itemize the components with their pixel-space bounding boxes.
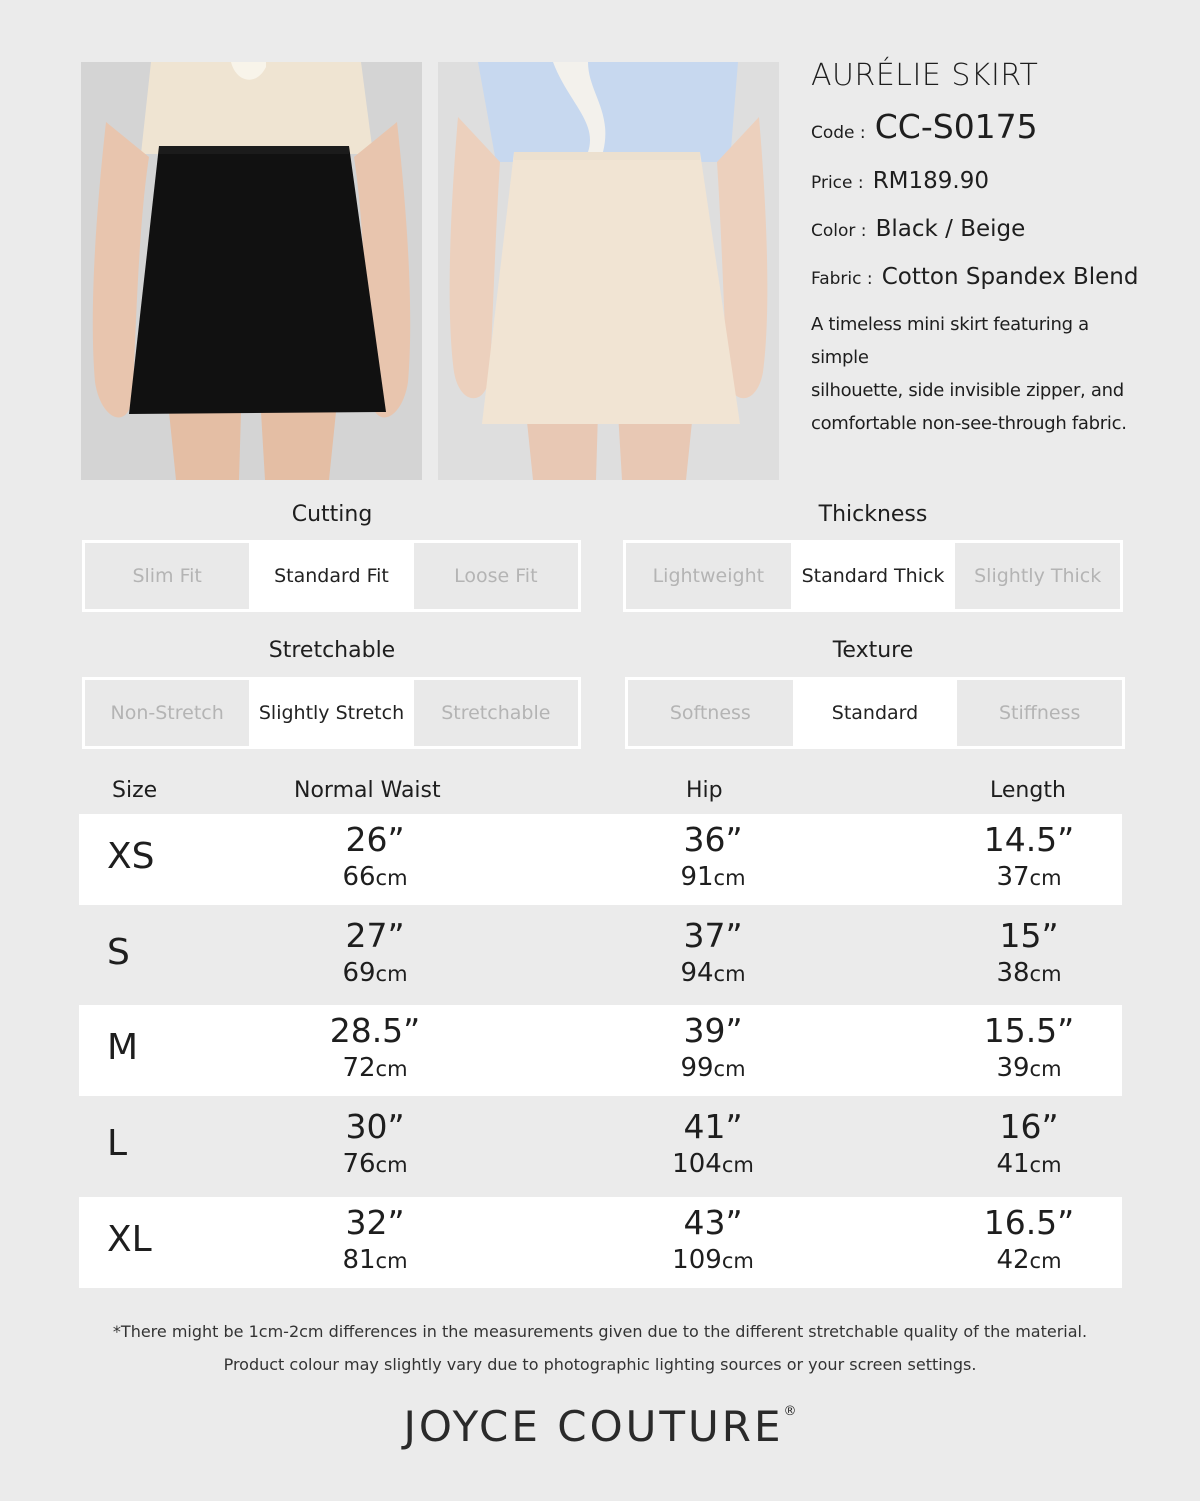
length-inch: 16.5”	[983, 1203, 1075, 1242]
hip-cm	[613, 956, 813, 991]
size-header: Size	[112, 778, 158, 803]
waist-cm-value: 81	[342, 1245, 376, 1275]
registered-mark: ®	[783, 1404, 797, 1419]
product-color: Black / Beige	[875, 216, 1026, 242]
cm-unit: cm	[1029, 1249, 1062, 1273]
waist-inch: 26”	[345, 820, 405, 859]
hip-inch: 39”	[683, 1011, 743, 1050]
cm-unit: cm	[375, 1057, 408, 1081]
hip-cm	[613, 1147, 813, 1182]
waist-cm	[275, 1243, 475, 1278]
cm-unit: cm	[721, 1153, 754, 1177]
texture-option: Stiffness	[957, 680, 1122, 746]
waist-inch: 27”	[345, 916, 405, 955]
hip-inch: 37”	[683, 916, 743, 955]
waist-cm-value: 66	[342, 862, 376, 892]
waist-cell	[275, 1203, 475, 1278]
color-row	[811, 216, 1151, 242]
hip-cm-value: 104	[672, 1149, 722, 1179]
hip-cm-value: 94	[680, 958, 714, 988]
fabric-row	[811, 264, 1151, 290]
waist-cm	[275, 1051, 475, 1086]
hip-inch: 43”	[683, 1203, 743, 1242]
product-code-row	[811, 107, 1151, 146]
waist-cm	[275, 956, 475, 991]
color-label: Color :	[811, 221, 867, 241]
cm-unit: cm	[1029, 962, 1062, 986]
hip-cm-value: 99	[680, 1053, 714, 1083]
black-skirt-photo	[81, 62, 422, 480]
size-label: M	[107, 1027, 139, 1068]
waist-cell	[275, 820, 475, 895]
hip-cm	[613, 1243, 813, 1278]
length-cm-value: 38	[996, 958, 1030, 988]
hip-inch: 41”	[683, 1107, 743, 1146]
hip-cell	[613, 820, 813, 895]
waist-cm-value: 72	[342, 1053, 376, 1083]
waist-inch: 32”	[345, 1203, 405, 1242]
stretchable-option: Slightly Stretch	[249, 680, 413, 746]
hip-cell	[613, 1203, 813, 1278]
length-inch: 16”	[999, 1107, 1059, 1146]
waist-cell	[275, 1011, 475, 1086]
waist-cm	[275, 1147, 475, 1182]
length-cm	[929, 1051, 1129, 1086]
cm-unit: cm	[1029, 866, 1062, 890]
length-inch: 15.5”	[983, 1011, 1075, 1050]
length-inch: 15”	[999, 916, 1059, 955]
price-row	[811, 168, 1151, 194]
waist-inch: 30”	[345, 1107, 405, 1146]
size-row-xl	[79, 1197, 1122, 1288]
hip-cell	[613, 916, 813, 991]
cutting-option: Slim Fit	[85, 543, 249, 609]
product-code: CC-S0175	[874, 107, 1038, 146]
cutting-option: Loose Fit	[414, 543, 578, 609]
product-description	[811, 308, 1151, 440]
length-cm	[929, 1147, 1129, 1182]
product-info	[811, 58, 1151, 440]
hip-cell	[613, 1107, 813, 1182]
size-row-m	[79, 1005, 1122, 1096]
texture-selector	[625, 677, 1125, 749]
waist-cell	[275, 1107, 475, 1182]
size-label: XS	[107, 836, 155, 877]
length-cm	[929, 860, 1129, 895]
hip-cm	[613, 860, 813, 895]
stretchable-option: Stretchable	[414, 680, 578, 746]
size-row-l	[79, 1101, 1122, 1192]
length-cell	[929, 1203, 1129, 1278]
description-line: silhouette, side invisible zipper, and	[811, 380, 1124, 401]
size-label: L	[107, 1123, 128, 1164]
cm-unit: cm	[713, 962, 746, 986]
measurement-note: *There might be 1cm-2cm differences in the measurements given due to the different stretchable quality of the material.	[112, 1322, 1088, 1341]
product-fabric: Cotton Spandex Blend	[881, 264, 1139, 290]
waist-cell	[275, 916, 475, 991]
cm-unit: cm	[1029, 1057, 1062, 1081]
thickness-option: Slightly Thick	[955, 543, 1120, 609]
waist-cm-value: 69	[342, 958, 376, 988]
hip-cell	[613, 1011, 813, 1086]
size-row-xs	[79, 814, 1122, 905]
size-label: S	[107, 932, 130, 973]
length-cell	[929, 1011, 1129, 1086]
cm-unit: cm	[375, 866, 408, 890]
cm-unit: cm	[375, 1249, 408, 1273]
cm-unit: cm	[1029, 1153, 1062, 1177]
length-header: Length	[990, 778, 1066, 803]
length-cm-value: 41	[996, 1149, 1030, 1179]
cutting-selector	[82, 540, 581, 612]
texture-title: Texture	[832, 638, 914, 663]
length-cell	[929, 916, 1129, 991]
description-line: comfortable non-see-through fabric.	[811, 413, 1127, 434]
length-cm-value: 37	[996, 862, 1030, 892]
cm-unit: cm	[375, 962, 408, 986]
length-inch: 14.5”	[983, 820, 1075, 859]
cutting-title: Cutting	[291, 502, 373, 527]
product-price: RM189.90	[872, 168, 990, 194]
thickness-option: Standard Thick	[791, 543, 956, 609]
beige-skirt-photo	[438, 62, 779, 480]
cutting-option: Standard Fit	[249, 543, 413, 609]
product-title: AURÉLIE SKIRT	[811, 58, 1039, 93]
thickness-title: Thickness	[818, 502, 928, 527]
size-label: XL	[107, 1219, 152, 1260]
price-label: Price :	[811, 173, 864, 193]
hip-cm	[613, 1051, 813, 1086]
waist-cm-value: 76	[342, 1149, 376, 1179]
hip-cm-value: 91	[680, 862, 714, 892]
texture-option: Softness	[628, 680, 793, 746]
length-cm	[929, 956, 1129, 991]
description-line: A timeless mini skirt featuring a simple	[811, 314, 1089, 368]
waist-inch: 28.5”	[329, 1011, 421, 1050]
length-cm-value: 42	[996, 1245, 1030, 1275]
cm-unit: cm	[721, 1249, 754, 1273]
length-cm	[929, 1243, 1129, 1278]
stretchable-title: Stretchable	[268, 638, 396, 663]
texture-option: Standard	[793, 680, 958, 746]
stretchable-option: Non-Stretch	[85, 680, 249, 746]
brand-name: JOYCE COUTURE	[403, 1402, 784, 1451]
thickness-selector	[623, 540, 1123, 612]
brand-logo	[0, 1402, 1200, 1451]
hip-header: Hip	[686, 778, 723, 803]
colour-note: Product colour may slightly vary due to photographic lighting sources or your screen settings.	[223, 1355, 977, 1374]
waist-header: Normal Waist	[294, 778, 441, 803]
stretchable-selector	[82, 677, 581, 749]
hip-inch: 36”	[683, 820, 743, 859]
fabric-label: Fabric :	[811, 269, 873, 289]
thickness-option: Lightweight	[626, 543, 791, 609]
waist-cm	[275, 860, 475, 895]
size-row-s	[79, 910, 1122, 1001]
cm-unit: cm	[713, 866, 746, 890]
cm-unit: cm	[713, 1057, 746, 1081]
cm-unit: cm	[375, 1153, 408, 1177]
length-cell	[929, 820, 1129, 895]
length-cm-value: 39	[996, 1053, 1030, 1083]
code-label: Code :	[811, 123, 866, 143]
length-cell	[929, 1107, 1129, 1182]
hip-cm-value: 109	[672, 1245, 722, 1275]
